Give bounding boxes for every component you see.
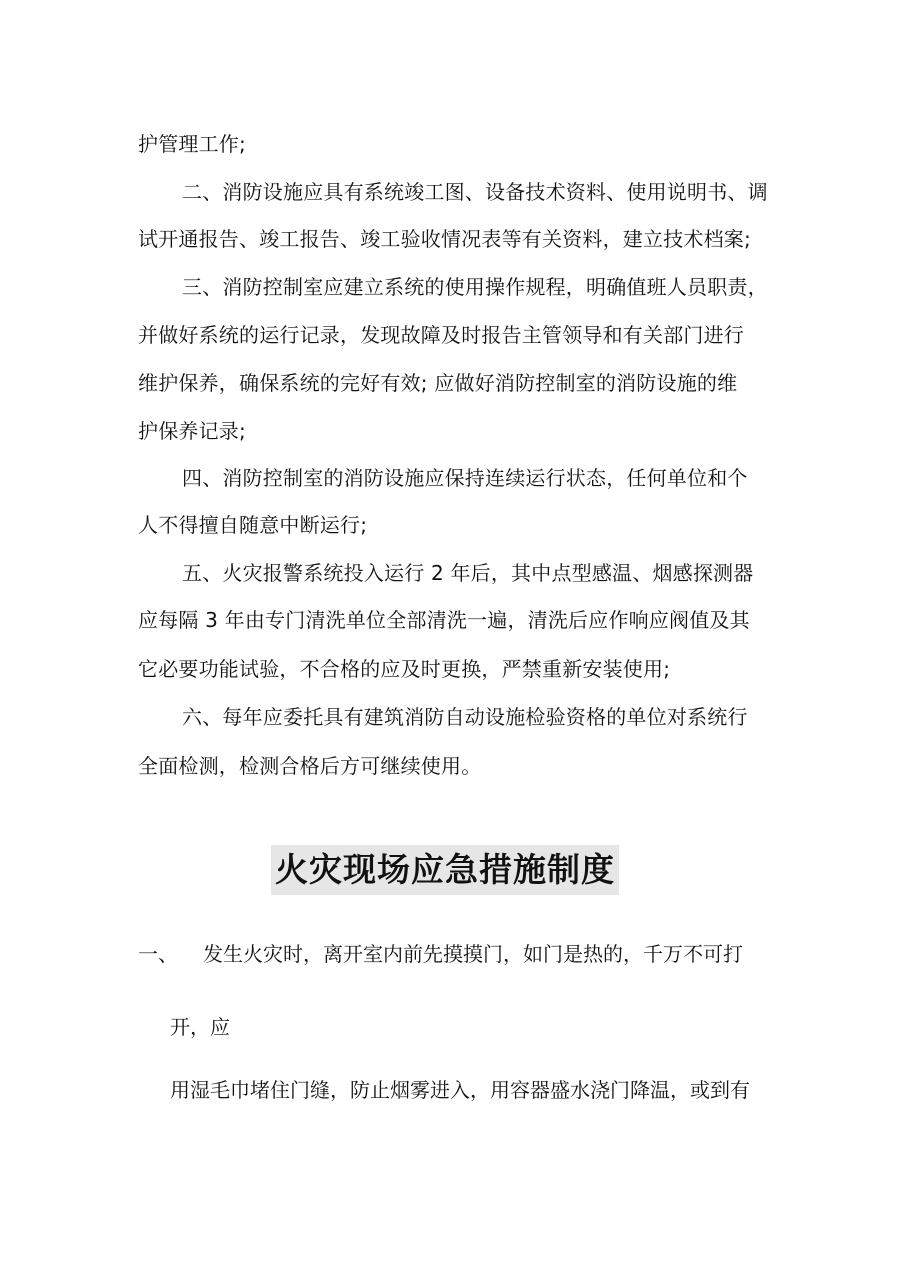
paragraph-line: 五、火灾报警系统投入运行 2 年后，其中点型感温、烟感探测器 — [182, 561, 754, 585]
paragraph-line: 六、每年应委托具有建筑消防自动设施检验资格的单位对系统行 — [182, 705, 748, 729]
paragraph-line: 它必要功能试验，不合格的应及时更换，严禁重新安装使用; — [138, 657, 671, 681]
section-heading: 火灾现场应急措施制度 — [271, 845, 619, 895]
list-item-continuation: 开，应 — [170, 1015, 230, 1039]
paragraph-line: 应每隔 3 年由专门清洗单位全部清洗一遍，清洗后应作响应阀值及其 — [138, 608, 750, 632]
paragraph-line: 三、消防控制室应建立系统的使用操作规程，明确值班人员职责， — [182, 275, 768, 299]
paragraph-line: 四、消防控制室的消防设施应保持连续运行状态，任何单位和个 — [182, 466, 748, 490]
list-item-continuation: 用湿毛巾堵住门缝，防止烟雾进入，用容器盛水浇门降温，或到有 — [170, 1078, 750, 1102]
paragraph-line: 并做好系统的运行记录，发现故障及时报告主管领导和有关部门进行 — [138, 323, 744, 347]
list-item-text: 发生火灾时，离开室内前先摸摸门，如门是热的，千万不可打 — [203, 942, 743, 966]
paragraph-line: 护管理工作; — [138, 132, 246, 156]
paragraph-line: 维护保养，确保系统的完好有效; 应做好消防控制室的消防设施的维 — [138, 371, 738, 395]
list-item-number: 一、 — [138, 942, 178, 966]
paragraph-line: 人不得擅自随意中断运行; — [138, 513, 368, 537]
paragraph-line: 护保养记录; — [138, 419, 246, 443]
paragraph-line: 全面检测，检测合格后方可继续使用。 — [138, 754, 482, 778]
paragraph-line: 二、消防设施应具有系统竣工图、设备技术资料、使用说明书、调 — [182, 180, 768, 204]
paragraph-line: 试开通报告、竣工报告、竣工验收情况表等有关资料，建立技术档案; — [138, 227, 751, 251]
